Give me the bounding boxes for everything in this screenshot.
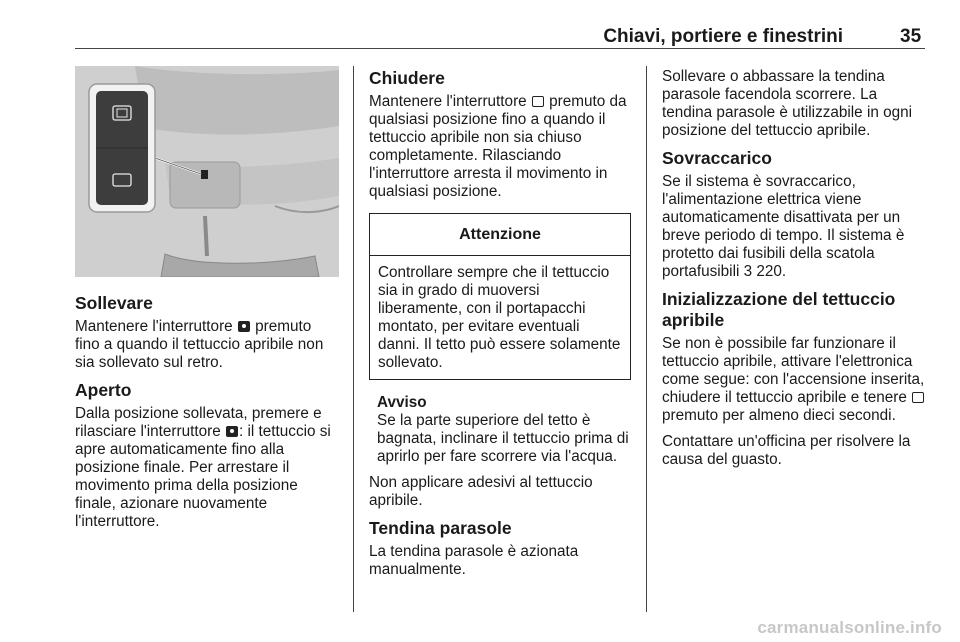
header-divider: [75, 48, 925, 49]
paragraph: Se non è possibile far funzionare il tettuccio apribile, attivare l'elettronica come segue: con l'accensione inserita, chiudere il tettuccio apribile e tenere premuto per almeno dieci secondi.: [662, 335, 925, 424]
warning-box: [369, 213, 631, 380]
paragraph: Mantenere l'interruttore premuto da qualsiasi posizione fino a quando il tettuccio apribile non sia chiuso completamente. Rilasciando l'interruttore arresta il movimento in qualsiasi posizione.: [369, 93, 627, 200]
section-heading: Aperto: [75, 380, 132, 400]
column-2: [369, 68, 631, 587]
note-title: Avviso: [377, 394, 427, 411]
paragraph: Sollevare o abbassare la tendina parasole facendola scorrere. La tendina parasole è utilizzabile in ogni posizione del tettuccio apribile.: [662, 68, 913, 139]
paragraph: Mantenere l'interruttore premuto fino a quando il tettuccio apribile non sia sollevato sul retro.: [75, 318, 324, 371]
section-heading: Sovraccarico: [662, 148, 772, 168]
column-divider: [646, 66, 647, 612]
paragraph: La tendina parasole è azionata manualmente.: [369, 543, 579, 578]
close-switch-icon: [912, 392, 924, 403]
paragraph: Dalla posizione sollevata, premere e rilasciare l'interruttore : il tettuccio si apre automaticamente fino alla posizione finale. Per arrestare il movimento prima della posizione finale, azionare nuovamente l'interruttore.: [75, 405, 331, 530]
paragraph: Contattare un'officina per risolvere la causa del guasto.: [662, 433, 911, 468]
sunroof-switch-illustration: [75, 66, 339, 277]
tilt-switch-icon: [226, 426, 238, 437]
close-switch-icon: [532, 96, 544, 107]
column-1: [75, 293, 340, 539]
page-number: 35: [900, 26, 922, 47]
tilt-switch-icon: [238, 321, 250, 332]
note-text: Se la parte superiore del tetto è bagnata, inclinare il tettuccio prima di aprirlo per fare scorrere via l'acqua.: [377, 412, 629, 465]
warning-text: Controllare sempre che il tettuccio sia in grado di muoversi liberamente, con il portapacchi montato, per evitare eventuali danni. Il tetto può essere solamente sollevato.: [378, 264, 621, 371]
paragraph: Se il sistema è sovraccarico, l'alimentazione elettrica viene automaticamente disattivata per un breve periodo di tempo. Il sistema è protetto dai fusibili della scatola portafusibili 3 220.: [662, 173, 905, 280]
watermark: carmanualsonline.info: [757, 618, 942, 637]
page-reference[interactable]: 3 220.: [743, 263, 787, 280]
section-heading: Chiudere: [369, 68, 445, 88]
section-heading: Sollevare: [75, 293, 153, 313]
section-heading: Tendina parasole: [369, 518, 512, 538]
warning-title: Attenzione: [370, 214, 630, 256]
column-divider: [353, 66, 354, 612]
paragraph: Non applicare adesivi al tettuccio apribile.: [369, 474, 593, 509]
column-3: [662, 68, 927, 477]
page-title: Chiavi, portiere e finestrini: [603, 26, 843, 47]
section-heading: Inizializzazione del tettuccio apribile: [662, 289, 896, 330]
